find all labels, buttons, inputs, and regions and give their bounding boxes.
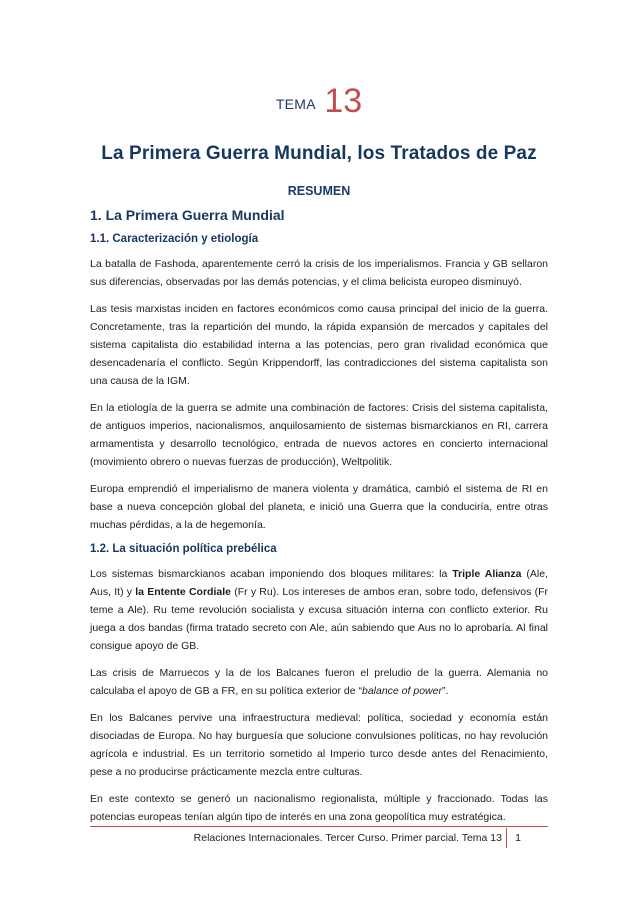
paragraph: La batalla de Fashoda, aparentemente cerró la crisis de los imperialismos. Francia y GB sellaron sus diferencias, observadas por las demás potencias, y el clima belicista europeo disminuyó.	[90, 258, 548, 288]
bold-term: la Entente Cordiale	[135, 586, 231, 598]
paragraph-text: (Ale, Aus, It) y	[90, 568, 549, 598]
paragraph: En los Balcanes pervive una infraestructura medieval: política, sociedad y economía están disociadas de Europa. No hay burguesía que solucione convulsiones políticas, no hay revolución agrícola e industrial. Es un territorio sometido al Imperio turco desde antes del Renacimiento, pese a no producirse prácticamente mezcla entre culturas.	[90, 712, 548, 778]
paragraph: En este contexto se generó un nacionalismo regionalista, múltiple y fraccionado. Todas las potencias europeas tenían algún tipo de interés en una zona geopolítica muy estratégica.	[90, 793, 548, 823]
paragraph: Las tesis marxistas inciden en factores económicos como causa principal del inicio de la guerra. Concretamente, tras la repartición del mundo, la rápida expansión de mercados y capitales del sistema capitalista dio estabilidad interna a las potencias, pero gran rivalidad económica que desencadenaría el conflicto. Según Krippendorff, las contradicciones del sistema capitalista son una causa de la IGM.	[90, 303, 548, 387]
page-number: 1	[506, 828, 529, 848]
topic-label: TEMA	[275, 96, 316, 112]
footer-divider	[90, 826, 548, 827]
topic-header	[0, 82, 638, 121]
document-body	[90, 207, 548, 835]
paragraph-text: ”.	[441, 685, 449, 697]
topic-number: 13	[324, 82, 363, 120]
paragraph-text: (Fr y Ru). Los intereses de ambos eran, sobre todo, defensivos (Fr teme a Ale). Ru teme revolución socialista y excusa situación interna con conflicto exterior. Ru juega a dos bandas (firma tratado secreto con Ale, aún sabiendo que Aus no lo aprobaría. Al final consigue apoyo de GB.	[90, 586, 549, 652]
paragraph-text: Los sistemas bismarckianos acaban imponiendo dos bloques militares: la	[90, 568, 453, 580]
paragraph	[90, 664, 548, 700]
italic-term: balance of power	[361, 685, 442, 697]
bold-term: Triple Alianza	[452, 568, 522, 580]
document-title: La Primera Guerra Mundial, los Tratados de Paz	[101, 143, 537, 164]
section-heading: 1. La Primera Guerra Mundial	[90, 207, 285, 223]
subsection-heading: 1.1. Caracterización y etiología	[90, 233, 259, 245]
document-subtitle: RESUMEN	[287, 184, 351, 198]
subsection-heading: 1.2. La situación política prebélica	[90, 543, 277, 555]
paragraph: Europa emprendió el imperialismo de manera violenta y dramática, cambió el sistema de RI en base a nueva concepción global del planeta, e inició una Guerra que la conduciría, entre otras muchas pérdidas, a la de hegemonía.	[90, 483, 548, 531]
paragraph: En la etiología de la guerra se admite una combinación de factores: Crisis del sistema capitalista, de antiguos imperios, nacionalismos, anquilosamiento de sistemas bismarckianos en RI, carrera armamentista y desarrollo tecnológico, entrada de nuevos actores en concierto internacional (movimiento obrero o nuevas fuerzas de producción), Weltpolitik.	[90, 402, 548, 468]
footer-text: Relaciones Internacionales. Tercer Curso. Primer parcial. Tema 13	[193, 832, 502, 844]
paragraph-text: Las crisis de Marruecos y la de los Balcanes fueron el preludio de la guerra. Alemania no calculaba el apoyo de GB a FR, en su política exterior de “	[90, 667, 548, 697]
paragraph	[90, 565, 548, 655]
